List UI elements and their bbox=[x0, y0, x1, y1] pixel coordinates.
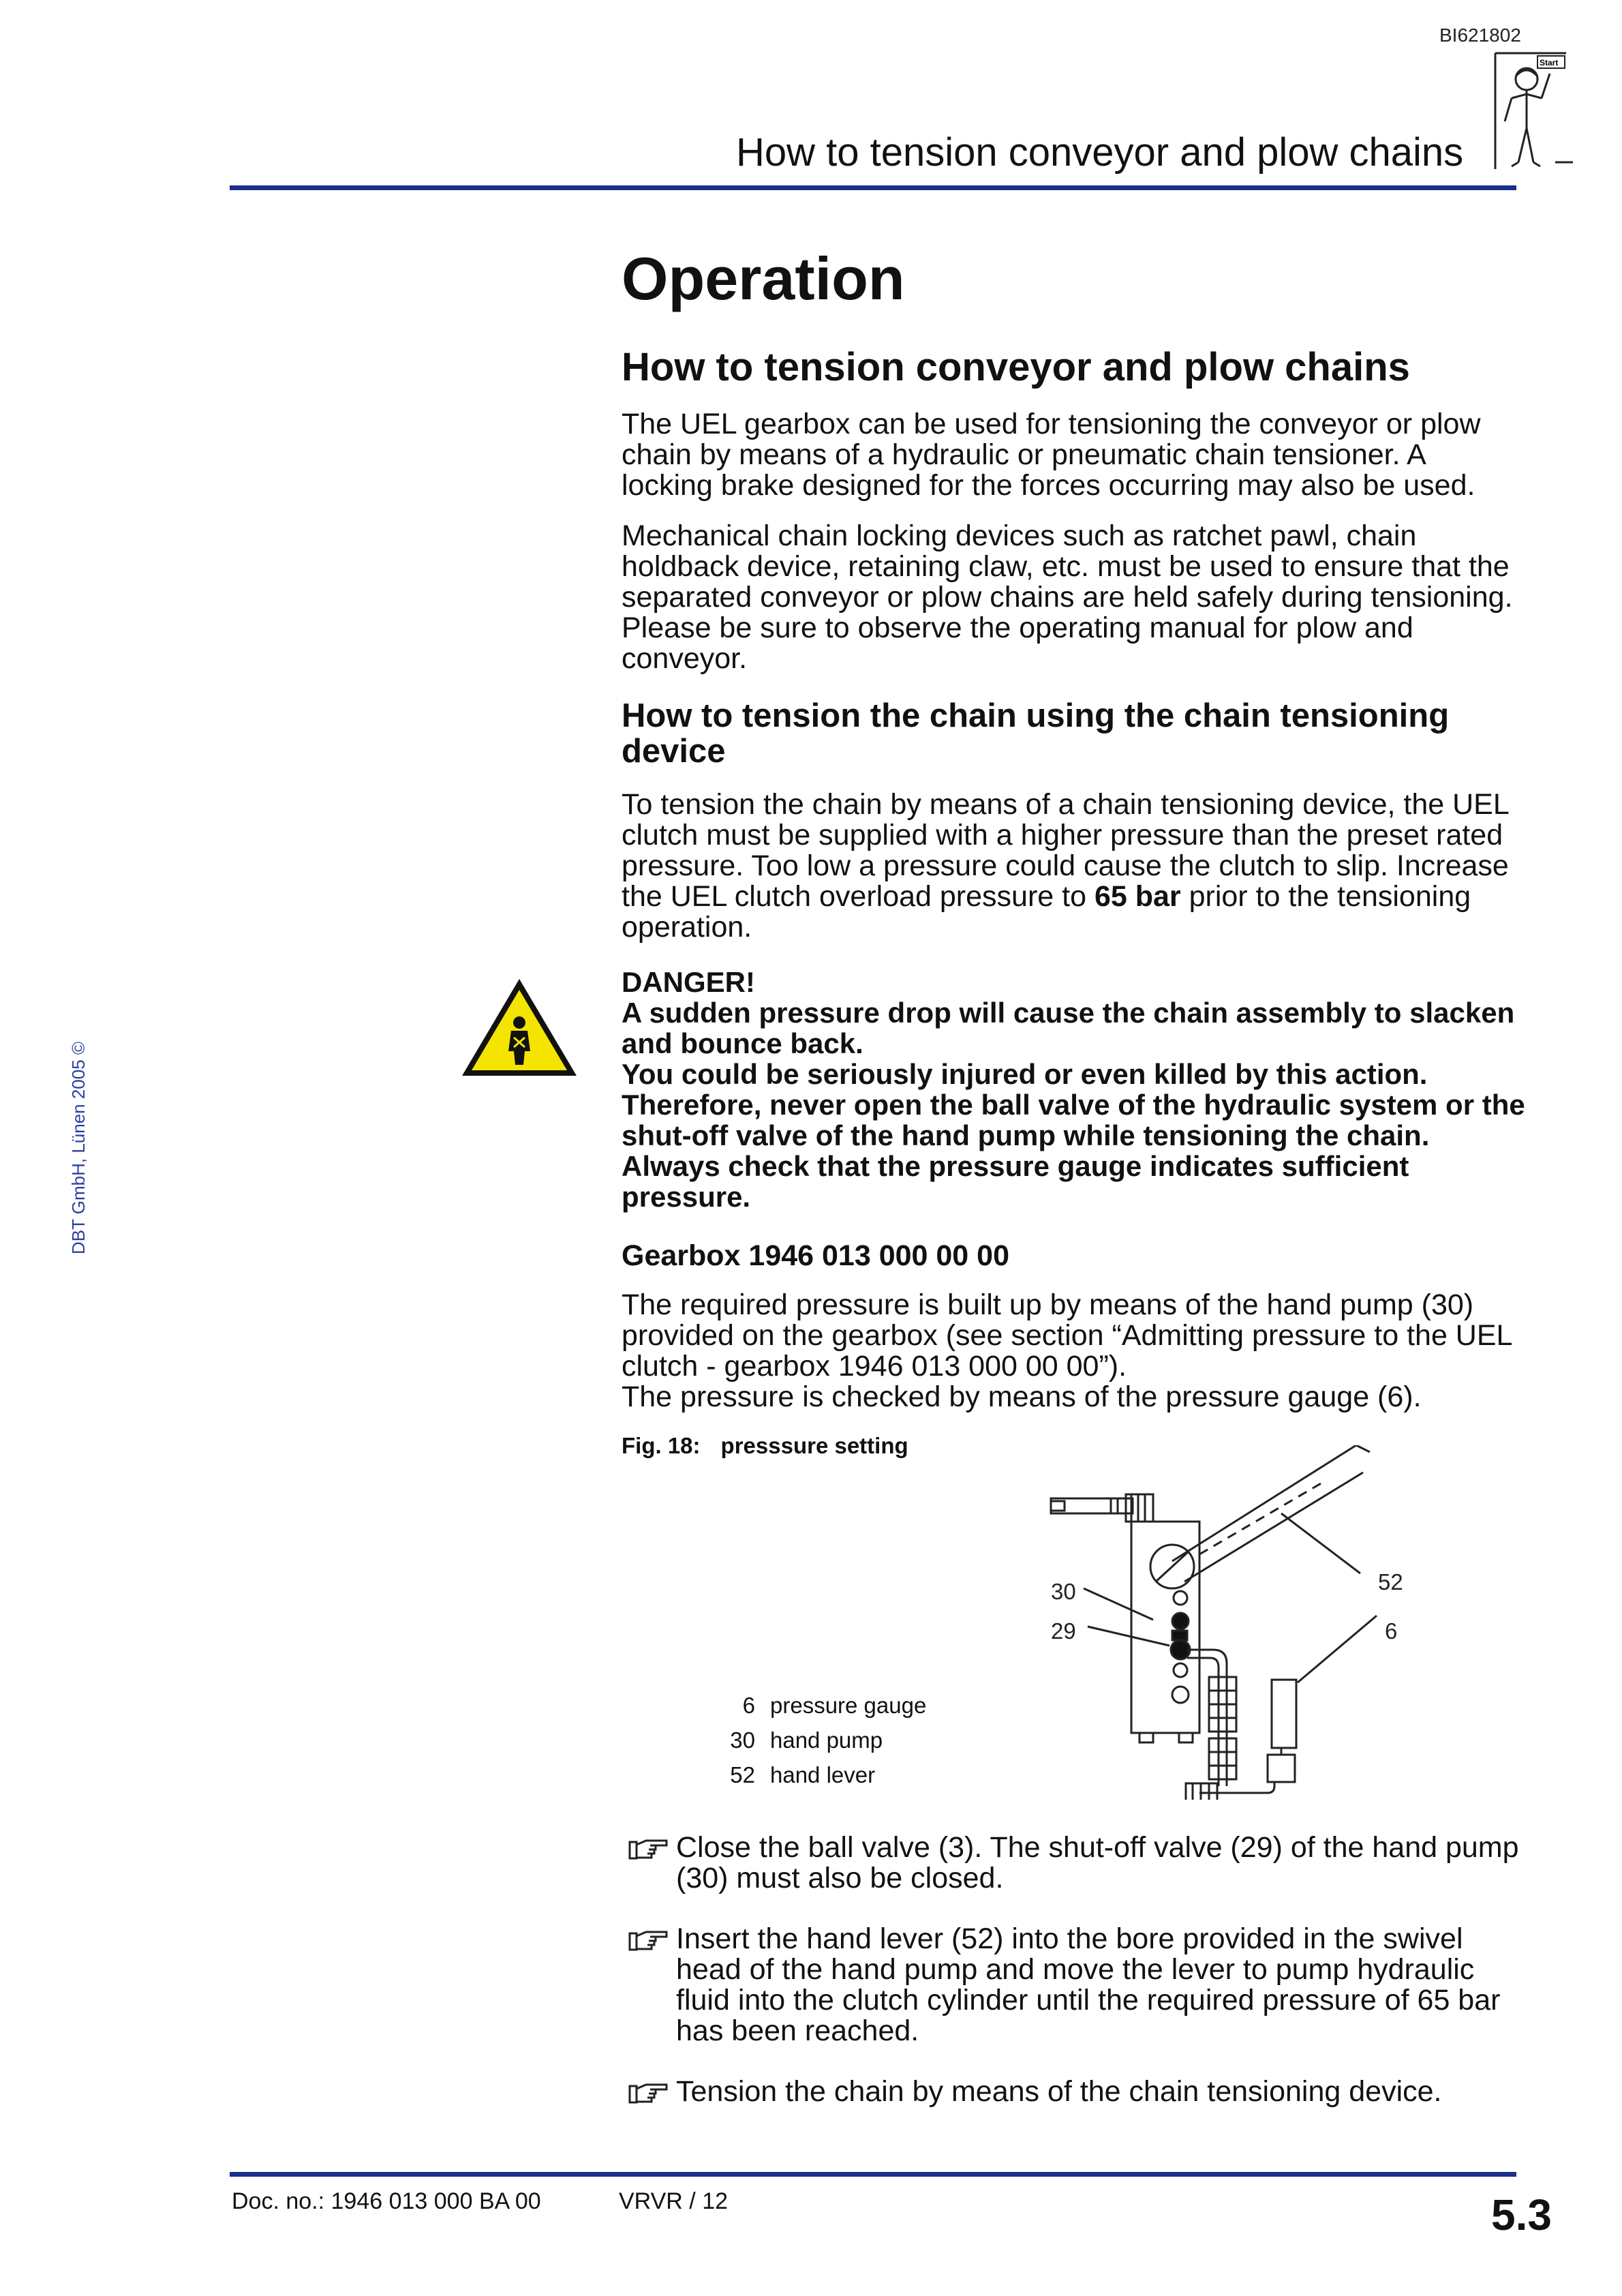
subheading: How to tension the chain using the chain tensioning device bbox=[622, 697, 1450, 770]
footer-revision: VRVR / 12 bbox=[619, 2188, 729, 2214]
pressure-value: 65 bar bbox=[1094, 880, 1181, 913]
step-insert-lever: Insert the hand lever (52) into the bore provided in the swivel head of the hand pump and move the lever to pump hydraulic fluid into the clutch cylinder until the required pressure of 65 bar has been reached. bbox=[628, 1924, 1521, 2046]
callout-29: 29 bbox=[1051, 1618, 1076, 1644]
warning-triangle-icon bbox=[459, 976, 579, 1078]
footer-doc-number: Doc. no.: 1946 013 000 BA 00 bbox=[232, 2188, 541, 2214]
tension-paragraph: To tension the chain by means of a chain tensioning device, the UEL clutch must be supplied with a higher pressure than the preset rated pressure. Too low a pressure could cause the clutch to slip. Increase the UEL clutch overload pressure to 65 bar prior to the tensioning operation. bbox=[622, 788, 1509, 943]
legend-row: 52 hand lever bbox=[730, 1762, 876, 1787]
step-tension-chain: Tension the chain by means of the chain tensioning device. bbox=[628, 2076, 1521, 2110]
page-number: 5.3 bbox=[1491, 2190, 1552, 2239]
legend-row: 6 pressure gauge bbox=[742, 1693, 927, 1718]
document-id: BI621802 bbox=[1439, 25, 1521, 46]
figure-legend bbox=[709, 1688, 926, 1792]
pointing-hand-icon bbox=[628, 1832, 676, 1894]
figure-caption: Fig. 18: presssure setting bbox=[622, 1433, 908, 1458]
danger-line-1: A sudden pressure drop will cause the chain assembly to slacken and bounce back. bbox=[622, 997, 1515, 1059]
footer-rule bbox=[230, 2172, 1516, 2177]
danger-title: DANGER! bbox=[622, 966, 755, 998]
callout-52: 52 bbox=[1378, 1569, 1403, 1595]
locking-devices-paragraph: Mechanical chain locking devices such as ratchet pawl, chain holdback device, retaining claw, etc. must be used to ensure that the separated conveyor or plow chains are held safely during tensioning. Please be sure to observe the operating manual for plow and conveyor. bbox=[622, 519, 1513, 675]
intro-paragraph: The UEL gearbox can be used for tensioning the conveyor or plow chain by means of a hydraulic or pneumatic chain tensioner. A locking brake designed for the forces occurring may also be used. bbox=[622, 408, 1481, 502]
start-label: Start bbox=[1540, 58, 1559, 67]
danger-line-2: You could be seriously injured or even killed by this action. bbox=[622, 1058, 1428, 1090]
gearbox-pressure-diagram bbox=[1036, 1445, 1418, 1800]
copyright-side-text: DBT GmbH, Lünen 2005 © bbox=[68, 1041, 89, 1254]
page-heading: How to tension conveyor and plow chains bbox=[622, 345, 1410, 389]
callout-6: 6 bbox=[1385, 1618, 1398, 1644]
callout-30: 30 bbox=[1051, 1579, 1076, 1604]
start-figure-icon bbox=[1484, 46, 1574, 183]
danger-line-4: Always check that the pressure gauge indicates sufficient pressure. bbox=[622, 1150, 1409, 1213]
gearbox-heading: Gearbox 1946 013 000 00 00 bbox=[622, 1239, 1009, 1272]
section-title: Operation bbox=[622, 245, 905, 312]
step-close-valve: Close the ball valve (3). The shut-off valve (29) of the hand pump (30) must also be closed. bbox=[628, 1832, 1521, 1894]
pressure-gauge-paragraph: The pressure is checked by means of the pressure gauge (6). bbox=[622, 1380, 1422, 1413]
legend-row: 30 hand pump bbox=[730, 1727, 883, 1753]
header-title: How to tension conveyor and plow chains bbox=[736, 130, 1464, 175]
pointing-hand-icon bbox=[628, 2076, 676, 2110]
danger-line-3: Therefore, never open the ball valve of the hydraulic system or the shut-off valve of the hand pump while tensioning the chain. bbox=[622, 1089, 1525, 1151]
pointing-hand-icon bbox=[628, 1924, 676, 2046]
hand-pump-paragraph: The required pressure is built up by means of the hand pump (30) provided on the gearbox (see section “Admitting pressure to the UEL clutch - gearbox 1946 013 000 00 00”). bbox=[622, 1288, 1512, 1383]
header-rule bbox=[230, 185, 1516, 190]
